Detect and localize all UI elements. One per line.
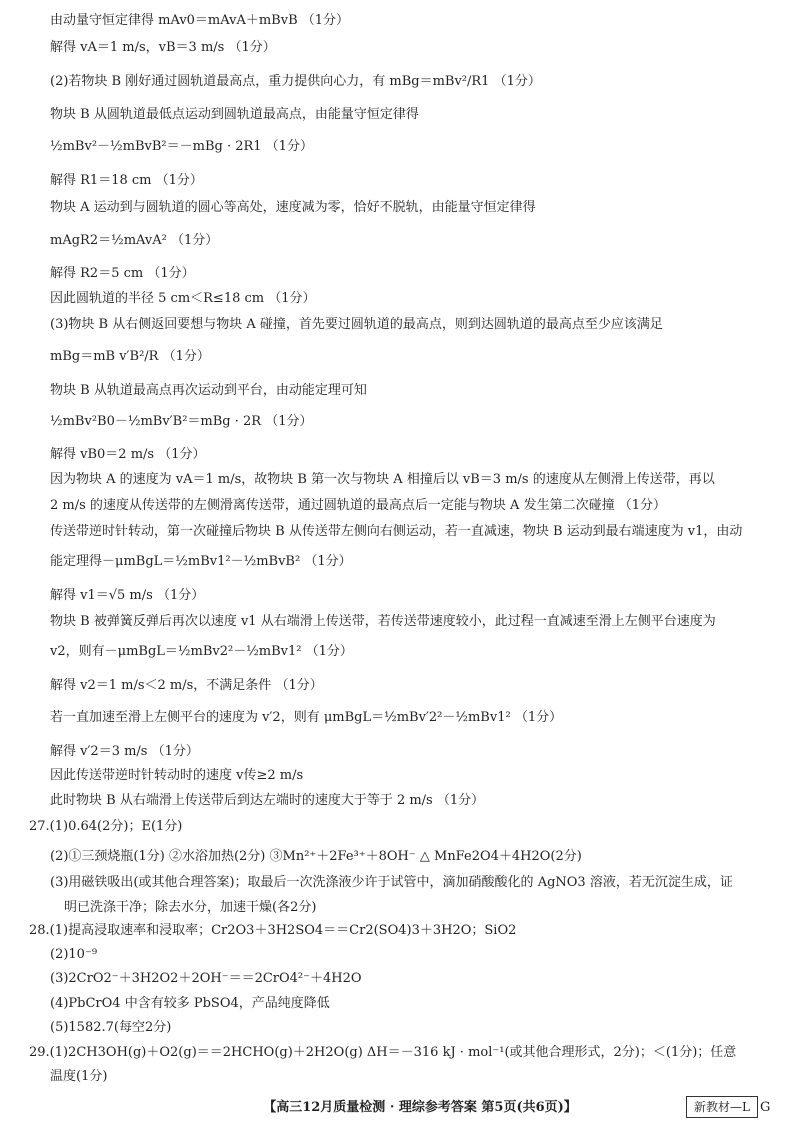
text-line: 因此圆轨道的半径 5 cm＜R≤18 cm （1分） — [50, 291, 316, 306]
text-line: 2 m/s 的速度从传送带的左侧滑离传送带，通过圆轨道的最高点后一定能与物块 A 发生第二次碰撞 （1分） — [50, 498, 666, 513]
equation-line: v2，则有－μmBgL＝½mBv2²－½mBv1² （1分） — [50, 644, 353, 659]
text-line: 解得 v2＝1 m/s＜2 m/s，不满足条件 （1分） — [50, 678, 323, 693]
question-29-line: 29.(1)2CH3OH(g)＋O2(g)＝＝2HCHO(g)＋2H2O(g) ΔH＝－316 kJ · mol⁻¹(或其他合理形式，2分)；＜(1分)；任意 — [29, 1045, 737, 1060]
equation-line: 能定理得－μmBgL＝½mBv1²－½mBvB² （1分） — [50, 554, 352, 569]
text-line: (2)①三颈烧瓶(1分) ②水浴加热(2分) ③Mn²⁺＋2Fe³⁺＋8OH⁻ △ MnFe2O4＋4H2O(2分) — [50, 849, 582, 864]
text-line: 温度(1分) — [50, 1069, 108, 1084]
text-line: 解得 vA＝1 m/s，vB＝3 m/s （1分） — [50, 40, 276, 55]
text-line: (2)若物块 B 刚好通过圆轨道最高点，重力提供向心力，有 mBg＝mBv²/R1 （1分） — [50, 74, 541, 89]
text-line: (5)1582.7(每空2分) — [50, 1020, 172, 1035]
text-line: 物块 B 被弹簧反弹后再次以速度 v1 从右端滑上传送带，若传送带速度较小，此过程一直减速至滑上左侧平台速度为 — [50, 614, 716, 629]
equation-line: ½mBv²－½mBvB²＝－mBg · 2R1 （1分） — [50, 139, 313, 154]
text-line: 因此传送带逆时针转动时的速度 v传≥2 m/s — [50, 768, 304, 783]
text-line: 解得 v1＝√5 m/s （1分） — [50, 588, 205, 603]
text-line: 物块 B 从圆轨道最低点运动到圆轨道最高点，由能量守恒定律得 — [50, 107, 419, 122]
text-line: (3)2CrO2⁻＋3H2O2＋2OH⁻＝＝2CrO4²⁻＋4H2O — [50, 971, 362, 986]
text-line: 因为物块 A 的速度为 vA＝1 m/s，故物块 B 第一次与物块 A 相撞后以 vB＝3 m/s 的速度从左侧滑上传送带，再以 — [50, 472, 715, 487]
text-line: 物块 B 从轨道最高点再次运动到平台，由动能定理可知 — [50, 383, 367, 398]
text-line: 解得 vB0＝2 m/s （1分） — [50, 447, 206, 462]
question-28-line: 28.(1)提高浸取速率和浸取率；Cr2O3＋3H2SO4＝＝Cr2(SO4)3＋3H2O；SiO2 — [29, 923, 517, 938]
text-line: (4)PbCrO4 中含有较多 PbSO4，产品纯度降低 — [50, 996, 330, 1011]
edition-tag: 新教材—L — [686, 1096, 758, 1118]
page-footer — [0, 1096, 800, 1120]
text-line: (3)用磁铁吸出(或其他合理答案)；取最后一次洗涤液少许于试管中，滴加硝酸酸化的 AgNO3 溶液，若无沉淀生成，证 — [50, 875, 733, 890]
equation-line: mAgR2＝½mAvA² （1分） — [50, 233, 219, 248]
text-line: 传送带逆时针转动，第一次碰撞后物块 B 从传送带左侧向右侧运动，若一直减速，物块 B 运动到最右端速度为 v1，由动 — [50, 524, 743, 539]
footer-title: 【高三12月质量检测 · 理综参考答案 第5页(共6页)】 — [263, 1100, 577, 1115]
version-letter: G — [760, 1100, 771, 1115]
text-line: 解得 v′2＝3 m/s （1分） — [50, 744, 199, 759]
text-line: 解得 R2＝5 cm （1分） — [50, 266, 195, 281]
text-line: 由动量守恒定律得 mAv0＝mAvA＋mBvB （1分） — [50, 13, 350, 28]
question-27-line: 27.(1)0.64(2分)；E(1分) — [29, 819, 183, 834]
text-line: (3)物块 B 从右侧返回要想与物块 A 碰撞，首先要过圆轨道的最高点，则到达圆轨道的最高点至少应该满足 — [50, 317, 663, 332]
text-line: 解得 R1＝18 cm （1分） — [50, 173, 203, 188]
text-line: 此时物块 B 从右端滑上传送带后到达左端时的速度大于等于 2 m/s （1分） — [50, 793, 485, 808]
text-line: 物块 A 运动到与圆轨道的圆心等高处，速度减为零，恰好不脱轨，由能量守恒定律得 — [50, 200, 536, 215]
text-line: 明已洗涤干净；除去水分，加速干燥(各2分) — [64, 900, 317, 915]
equation-line: mBg＝mB v′B²/R （1分） — [50, 349, 210, 364]
text-line: (2)10⁻⁹ — [50, 947, 98, 962]
equation-line: ½mBv²B0－½mBv′B²＝mBg · 2R （1分） — [50, 414, 313, 429]
equation-line: 若一直加速至滑上左侧平台的速度为 v′2，则有 μmBgL＝½mBv′2²－½mBv1² （1分） — [50, 710, 563, 725]
